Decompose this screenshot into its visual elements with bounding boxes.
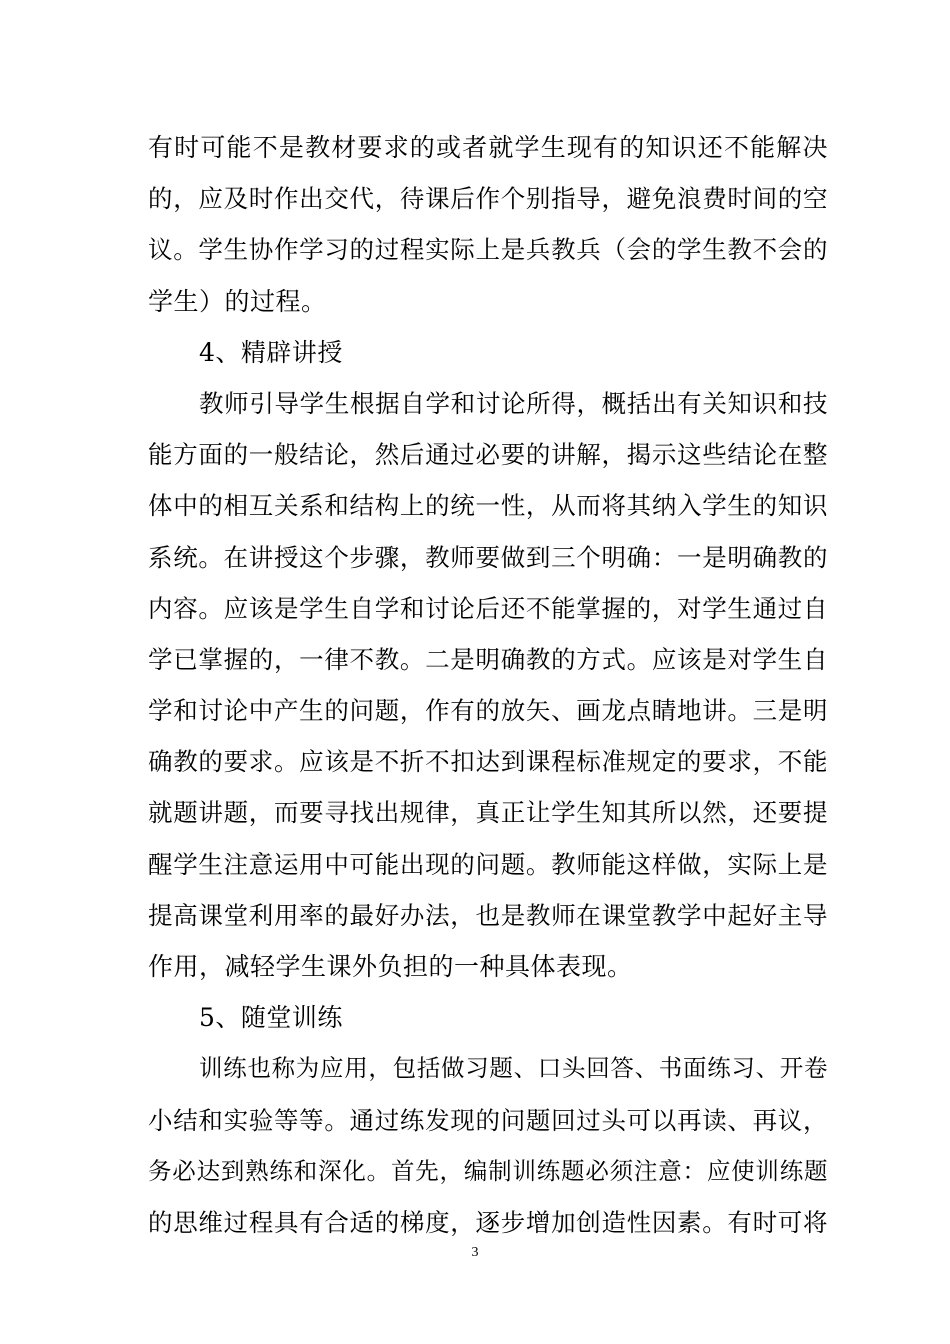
text-line: 体中的相互关系和结构上的统一性，从而将其纳入学生的知识 — [148, 491, 828, 521]
text-line: 的思维过程具有合适的梯度，逐步增加创造性因素。有时可将 — [148, 1207, 828, 1237]
text-line: 学生）的过程。 — [148, 286, 327, 316]
section-heading: 5、随堂训练 — [199, 1003, 343, 1033]
text-line: 学和讨论中产生的问题，作有的放矢、画龙点睛地讲。三是明 — [148, 696, 828, 726]
text-line: 醒学生注意运用中可能出现的问题。教师能这样做，实际上是 — [148, 849, 828, 879]
body-text — [148, 122, 828, 1248]
text-line: 议。学生协作学习的过程实际上是兵教兵（会的学生教不会的 — [148, 235, 828, 265]
text-line: 小结和实验等等。通过练发现的问题回过头可以再读、再议， — [148, 1105, 828, 1135]
text-line: 系统。在讲授这个步骤，教师要做到三个明确：一是明确教的 — [148, 542, 828, 572]
text-line: 作用，减轻学生课外负担的一种具体表现。 — [148, 952, 633, 981]
page-number: 3 — [471, 1245, 479, 1260]
section-heading: 4、精辟讲授 — [199, 337, 343, 367]
text-line: 有时可能不是教材要求的或者就学生现有的知识还不能解决 — [148, 133, 828, 162]
paragraph-first-line: 教师引导学生根据自学和讨论所得，概括出有关知识和技 — [199, 388, 828, 418]
text-line: 的，应及时作出交代，待课后作个别指导，避免浪费时间的空 — [148, 184, 828, 214]
text-line: 确教的要求。应该是不折不扣达到课程标准规定的要求，不能 — [148, 747, 828, 777]
text-line: 内容。应该是学生自学和讨论后还不能掌握的，对学生通过自 — [148, 593, 828, 623]
text-line: 提高课堂利用率的最好办法，也是教师在课堂教学中起好主导 — [148, 900, 828, 930]
text-line: 能方面的一般结论，然后通过必要的讲解，揭示这些结论在整 — [148, 440, 828, 470]
paragraph-first-line: 训练也称为应用，包括做习题、口头回答、书面练习、开卷 — [199, 1054, 828, 1083]
text-line: 务必达到熟练和深化。首先，编制训练题必须注意：应使训练题 — [148, 1156, 828, 1185]
text-line: 学已掌握的，一律不教。二是明确教的方式。应该是对学生自 — [148, 644, 828, 674]
text-line: 就题讲题，而要寻找出规律，真正让学生知其所以然，还要提 — [148, 798, 828, 828]
